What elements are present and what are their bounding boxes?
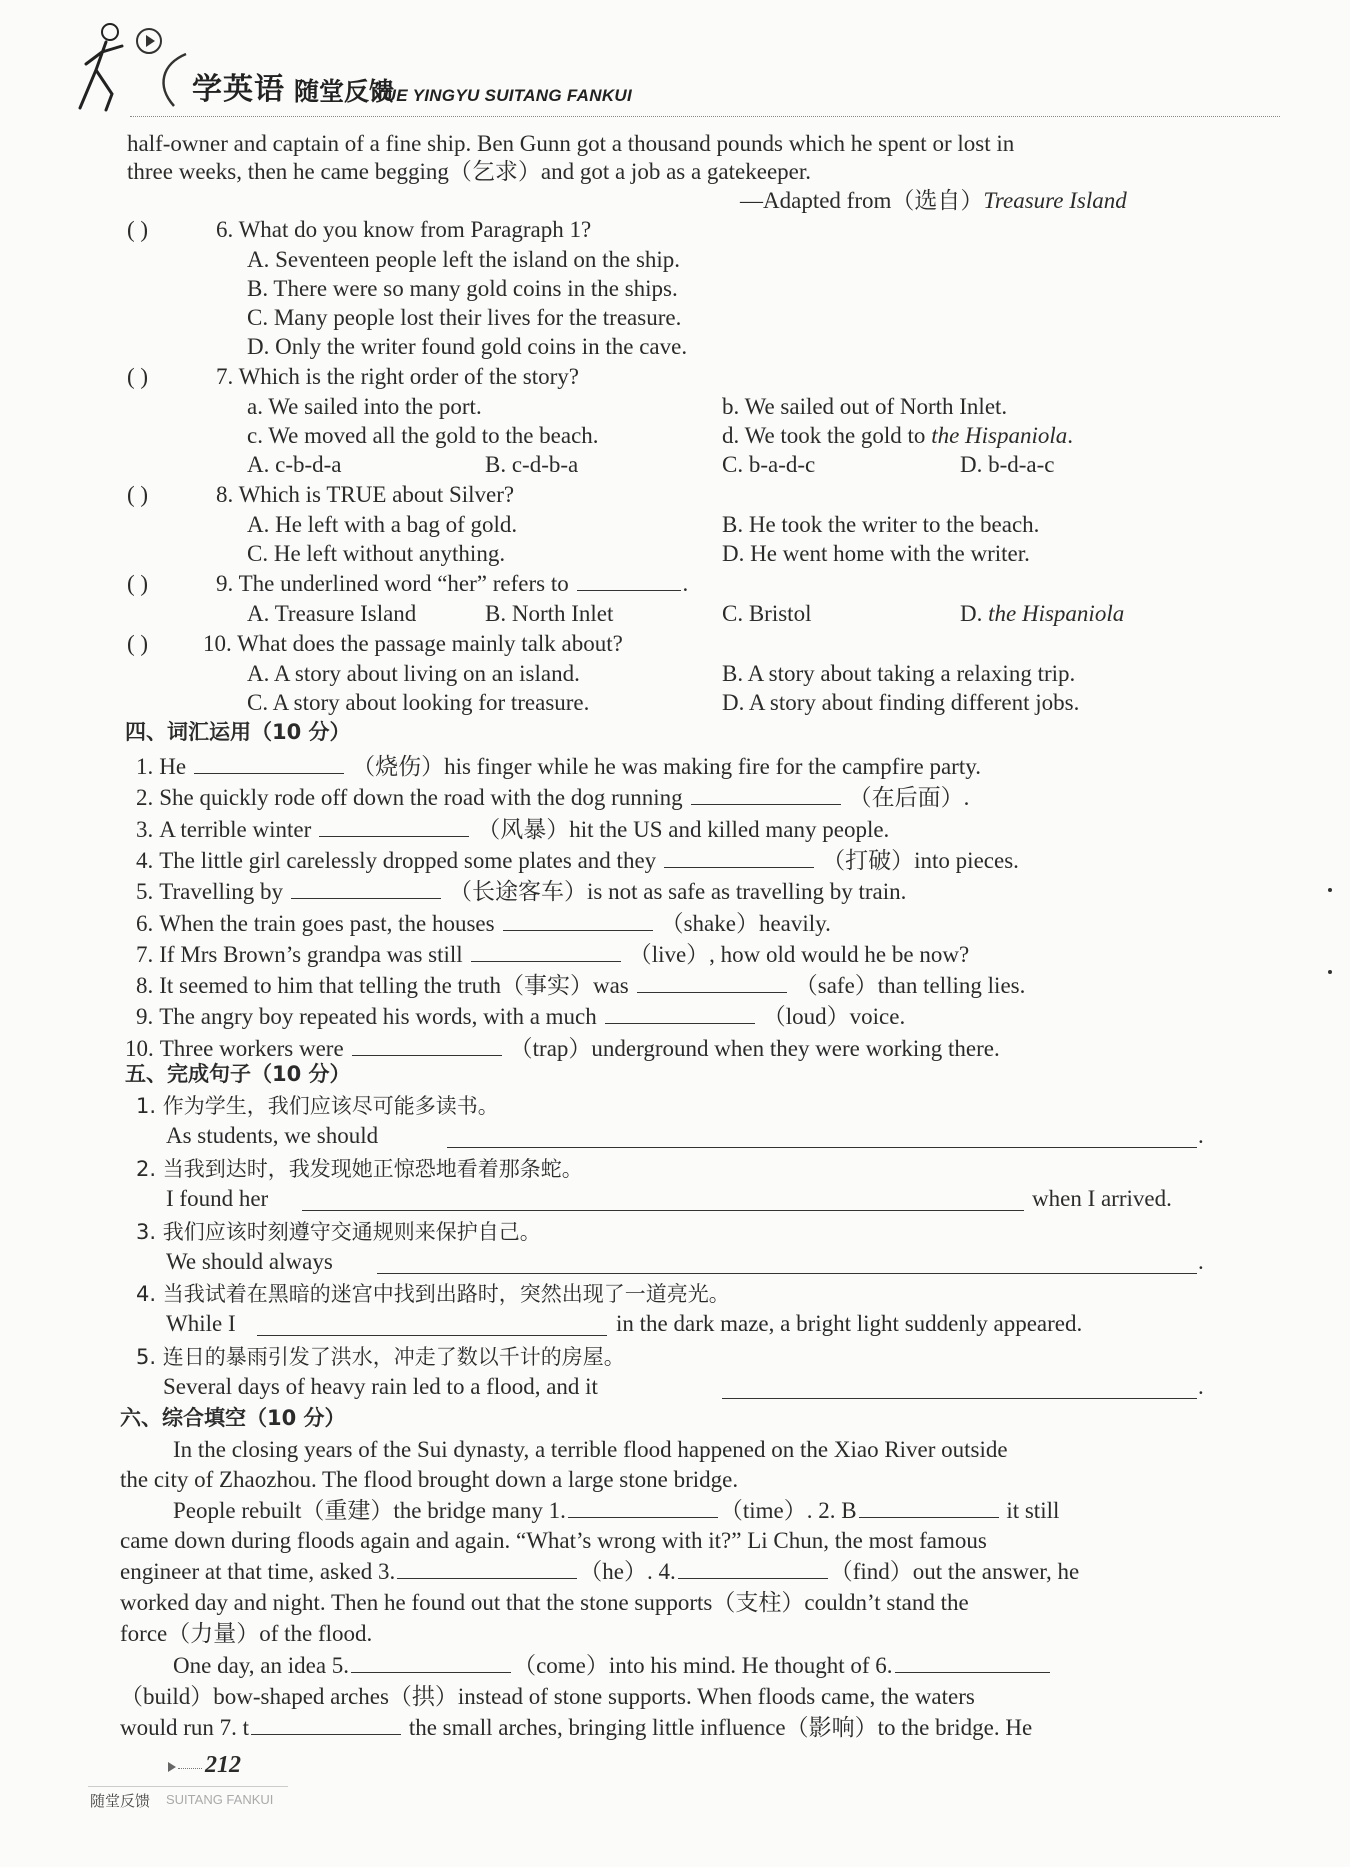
footer-dots bbox=[178, 1768, 202, 1769]
sentence-end: . bbox=[1198, 1374, 1204, 1399]
vocab-item bbox=[125, 1035, 1000, 1063]
cloze-line: force（力量）of the flood. bbox=[120, 1621, 373, 1646]
translation-prompt: 2. 当我到达时，我发现她正惊恐地看着那条蛇。 bbox=[136, 1157, 583, 1181]
passage-line: half-owner and captain of a fine ship. Ben Gunn got a thousand pounds which he spent or lost in bbox=[127, 131, 1015, 156]
question-stem-text: 9. The underlined word “her” refers to bbox=[216, 571, 569, 596]
cloze-text: （find）out the answer, he bbox=[829, 1559, 1080, 1584]
vocab-text: （shake）heavily. bbox=[660, 910, 831, 936]
vocab-blank[interactable] bbox=[352, 1035, 502, 1056]
page-header bbox=[66, 20, 1276, 112]
event-d-text: d. We took the gold to bbox=[722, 423, 932, 448]
section-title: 四、词汇运用（10 分） bbox=[125, 720, 351, 744]
margin-mark bbox=[1328, 970, 1332, 974]
event-b: b. We sailed out of North Inlet. bbox=[722, 394, 1008, 419]
translation-prompt: 4. 当我试着在黑暗的迷宫中找到出路时，突然出现了一道亮光。 bbox=[136, 1282, 730, 1306]
answer-paren: ( ) bbox=[127, 364, 149, 389]
vocab-blank[interactable] bbox=[471, 941, 621, 962]
option-a: A. c-b-d-a bbox=[247, 452, 342, 477]
vocab-text: （safe）than telling lies. bbox=[794, 973, 1026, 999]
vocab-number: 9. bbox=[136, 1004, 154, 1030]
sentence-blank[interactable] bbox=[377, 1253, 1197, 1274]
vocab-blank[interactable] bbox=[605, 1003, 755, 1024]
runner-logo-icon bbox=[66, 20, 136, 112]
vocab-text: The little girl carelessly dropped some plates and they bbox=[159, 847, 657, 873]
option-a: A. Treasure Island bbox=[247, 601, 417, 626]
sentence-blank[interactable] bbox=[302, 1190, 1024, 1211]
source-title: Treasure Island bbox=[983, 188, 1127, 213]
margin-mark bbox=[1328, 888, 1332, 892]
cloze-line: In the closing years of the Sui dynasty, a terrible flood happened on the Xiao River outside bbox=[173, 1437, 1008, 1462]
vocab-item bbox=[136, 878, 906, 906]
vocab-number: 7. bbox=[136, 941, 154, 967]
sentence-stem: As students, we should bbox=[166, 1123, 379, 1148]
option-b: B. North Inlet bbox=[485, 601, 614, 626]
footer-divider bbox=[88, 1786, 288, 1787]
question-stem: 8. Which is TRUE about Silver? bbox=[216, 482, 515, 507]
cloze-line bbox=[120, 1558, 1079, 1586]
option-c: C. A story about looking for treasure. bbox=[247, 690, 590, 715]
sentence-stem: Several days of heavy rain led to a flood, and it bbox=[163, 1374, 598, 1399]
sentence-stem: I found her bbox=[166, 1186, 269, 1211]
option-d: D. b-d-a-c bbox=[960, 452, 1055, 477]
question-stem: 6. What do you know from Paragraph 1? bbox=[216, 217, 592, 242]
option-c: C. b-a-d-c bbox=[722, 452, 816, 477]
option-d: D. A story about finding different jobs. bbox=[722, 690, 1080, 715]
question-stem: 10. What does the passage mainly talk about? bbox=[203, 631, 623, 656]
cloze-blank-5[interactable] bbox=[351, 1652, 511, 1673]
answer-paren: ( ) bbox=[127, 217, 149, 242]
vocab-text: （loud）voice. bbox=[762, 1004, 906, 1030]
vocab-item bbox=[136, 1003, 905, 1031]
cloze-line: worked day and night. Then he found out that the stone supports（支柱）couldn’t stand the bbox=[120, 1590, 969, 1615]
footer-label-pinyin: SUITANG FANKUI bbox=[166, 1792, 274, 1807]
vocab-text: A terrible winter bbox=[159, 816, 312, 842]
sentence-stem: We should always bbox=[166, 1249, 333, 1274]
footer-arrow-icon bbox=[168, 1762, 176, 1772]
vocab-blank[interactable] bbox=[503, 910, 653, 931]
answer-blank[interactable] bbox=[577, 570, 681, 591]
vocab-number: 1. bbox=[136, 754, 154, 779]
question-stem: 7. Which is the right order of the story? bbox=[216, 364, 580, 389]
section-title: 五、完成句子（10 分） bbox=[125, 1062, 351, 1086]
vocab-blank[interactable] bbox=[319, 816, 469, 837]
vocab-item bbox=[136, 847, 1019, 875]
vocab-number: 4. bbox=[136, 847, 154, 873]
vocab-item bbox=[136, 941, 969, 969]
option-c: C. He left without anything. bbox=[247, 541, 506, 566]
source-prefix: —Adapted from（选自） bbox=[740, 188, 984, 213]
translation-prompt: 1. 作为学生，我们应该尽可能多读书。 bbox=[136, 1094, 499, 1118]
event-d bbox=[722, 422, 1073, 450]
cloze-line: came down during floods again and again. “What’s wrong with it?” Li Chun, the most famous bbox=[120, 1528, 987, 1553]
answer-paren: ( ) bbox=[127, 631, 149, 656]
vocab-item bbox=[136, 816, 889, 844]
cloze-blank-3[interactable] bbox=[397, 1558, 577, 1579]
passage-line: three weeks, then he came begging（乞求）and got a job as a gatekeeper. bbox=[127, 159, 812, 184]
vocab-text: The angry boy repeated his words, with a much bbox=[159, 1004, 597, 1030]
cloze-blank-2[interactable] bbox=[859, 1497, 999, 1518]
vocab-blank[interactable] bbox=[664, 847, 814, 868]
option-b: B. There were so many gold coins in the ships. bbox=[247, 276, 678, 301]
cloze-text: it still bbox=[1006, 1498, 1060, 1523]
cloze-text: engineer at that time, asked 3. bbox=[120, 1559, 396, 1584]
cloze-blank-7[interactable] bbox=[251, 1714, 401, 1735]
passage-source bbox=[740, 187, 1127, 215]
sentence-blank[interactable] bbox=[722, 1378, 1197, 1399]
section-title: 六、综合填空（10 分） bbox=[120, 1406, 346, 1430]
page-number: 212 bbox=[205, 1752, 241, 1778]
option-b: B. A story about taking a relaxing trip. bbox=[722, 661, 1076, 686]
vocab-number: 2. bbox=[136, 785, 154, 811]
brand-title-pinyin: XUE YINGYU SUITANG FANKUI bbox=[372, 86, 633, 105]
translation-prompt: 5. 连日的暴雨引发了洪水，冲走了数以千计的房屋。 bbox=[136, 1345, 625, 1369]
cloze-text: （come）into his mind. He thought of 6. bbox=[513, 1653, 893, 1678]
ship-name: the Hispaniola bbox=[988, 601, 1125, 626]
option-c: C. Bristol bbox=[722, 601, 812, 626]
vocab-blank[interactable] bbox=[691, 784, 841, 805]
vocab-text: （trap）underground when they were working there. bbox=[509, 1035, 1000, 1061]
brand-title: 学英语 bbox=[192, 72, 285, 107]
vocab-text: （烧伤）his finger while he was making fire for the campfire party. bbox=[352, 754, 981, 779]
vocab-text: （长途客车）is not as safe as travelling by train. bbox=[449, 879, 907, 905]
cloze-text: （he）. 4. bbox=[579, 1559, 676, 1584]
vocab-text: （在后面）. bbox=[848, 785, 970, 811]
sentence-end: . bbox=[1198, 1123, 1204, 1148]
vocab-number: 8. bbox=[136, 973, 154, 999]
answer-paren: ( ) bbox=[127, 571, 149, 596]
vocab-text: When the train goes past, the houses bbox=[159, 910, 495, 936]
sentence-end: in the dark maze, a bright light suddenly appeared. bbox=[616, 1311, 1083, 1336]
cloze-text: would run 7. t bbox=[120, 1715, 250, 1740]
cloze-blank-6[interactable] bbox=[895, 1652, 1050, 1673]
cloze-line bbox=[173, 1497, 1059, 1525]
sentence-end: when I arrived. bbox=[1032, 1186, 1172, 1211]
brand-swoosh-icon bbox=[156, 50, 196, 110]
vocab-text: Three workers were bbox=[159, 1035, 344, 1061]
cloze-line: （build）bow-shaped arches（拱）instead of stone supports. When floods came, the waters bbox=[120, 1684, 975, 1709]
vocab-blank[interactable] bbox=[637, 972, 787, 993]
vocab-number: 6. bbox=[136, 910, 154, 936]
cloze-text: People rebuilt（重建）the bridge many 1. bbox=[173, 1498, 566, 1523]
option-d: D. Only the writer found gold coins in the cave. bbox=[247, 334, 688, 359]
vocab-number: 3. bbox=[136, 816, 154, 842]
footer-label: 随堂反馈 bbox=[90, 1792, 151, 1810]
event-a: a. We sailed into the port. bbox=[247, 394, 482, 419]
cloze-text: the small arches, bringing little influence（影响）to the bridge. He bbox=[408, 1715, 1033, 1740]
vocab-blank[interactable] bbox=[291, 878, 441, 899]
cloze-blank-4[interactable] bbox=[678, 1558, 828, 1579]
vocab-text: It seemed to him that telling the truth（事实）was bbox=[159, 973, 629, 999]
vocab-text: She quickly rode off down the road with the dog running bbox=[159, 785, 683, 811]
cloze-blank-1[interactable] bbox=[568, 1497, 718, 1518]
option-b: B. c-d-b-a bbox=[485, 452, 579, 477]
translation-prompt: 3. 我们应该时刻遵守交通规则来保护自己。 bbox=[136, 1220, 541, 1244]
option-a: A. Seventeen people left the island on the ship. bbox=[247, 247, 681, 272]
option-d bbox=[960, 600, 1124, 628]
option-a: A. A story about living on an island. bbox=[247, 661, 580, 686]
cloze-text: One day, an idea 5. bbox=[173, 1653, 350, 1678]
ship-name: the Hispaniola bbox=[931, 423, 1068, 448]
option-a: A. He left with a bag of gold. bbox=[247, 512, 518, 537]
option-b: B. He took the writer to the beach. bbox=[722, 512, 1040, 537]
option-d: D. He went home with the writer. bbox=[722, 541, 1030, 566]
answer-paren: ( ) bbox=[127, 482, 149, 507]
vocab-number: 5. bbox=[136, 879, 154, 905]
vocab-number: 10. bbox=[125, 1035, 154, 1061]
option-c: C. Many people lost their lives for the treasure. bbox=[247, 305, 682, 330]
vocab-text: （打破）into pieces. bbox=[822, 847, 1019, 873]
header-divider bbox=[130, 116, 1280, 117]
vocab-text: He bbox=[159, 754, 187, 779]
option-d-label: D. bbox=[960, 601, 989, 626]
vocab-text: Travelling by bbox=[159, 879, 283, 905]
sentence-stem: While I bbox=[166, 1311, 236, 1336]
vocab-item bbox=[136, 753, 981, 781]
sentence-blank[interactable] bbox=[447, 1127, 1197, 1148]
vocab-text: （风暴）hit the US and killed many people. bbox=[477, 816, 890, 842]
sentence-end: . bbox=[1198, 1249, 1204, 1274]
question-stem: 9. The underlined word “her” refers to . bbox=[216, 571, 689, 596]
event-d-suffix: . bbox=[1067, 423, 1074, 448]
brand-subtitle: 随堂反馈 bbox=[294, 77, 395, 106]
cloze-line bbox=[173, 1652, 1052, 1680]
vocab-text: （live）, how old would he be now? bbox=[628, 941, 970, 967]
vocab-item bbox=[136, 910, 831, 938]
event-c: c. We moved all the gold to the beach. bbox=[247, 423, 599, 448]
sentence-blank[interactable] bbox=[257, 1315, 607, 1336]
cloze-line: the city of Zhaozhou. The flood brought down a large stone bridge. bbox=[120, 1467, 739, 1492]
vocab-blank[interactable] bbox=[194, 753, 344, 774]
vocab-text: If Mrs Brown’s grandpa was still bbox=[159, 941, 463, 967]
cloze-text: （time）. 2. B bbox=[719, 1498, 857, 1523]
cloze-line bbox=[120, 1714, 1032, 1742]
vocab-item bbox=[136, 972, 1025, 1000]
vocab-item bbox=[136, 784, 969, 812]
